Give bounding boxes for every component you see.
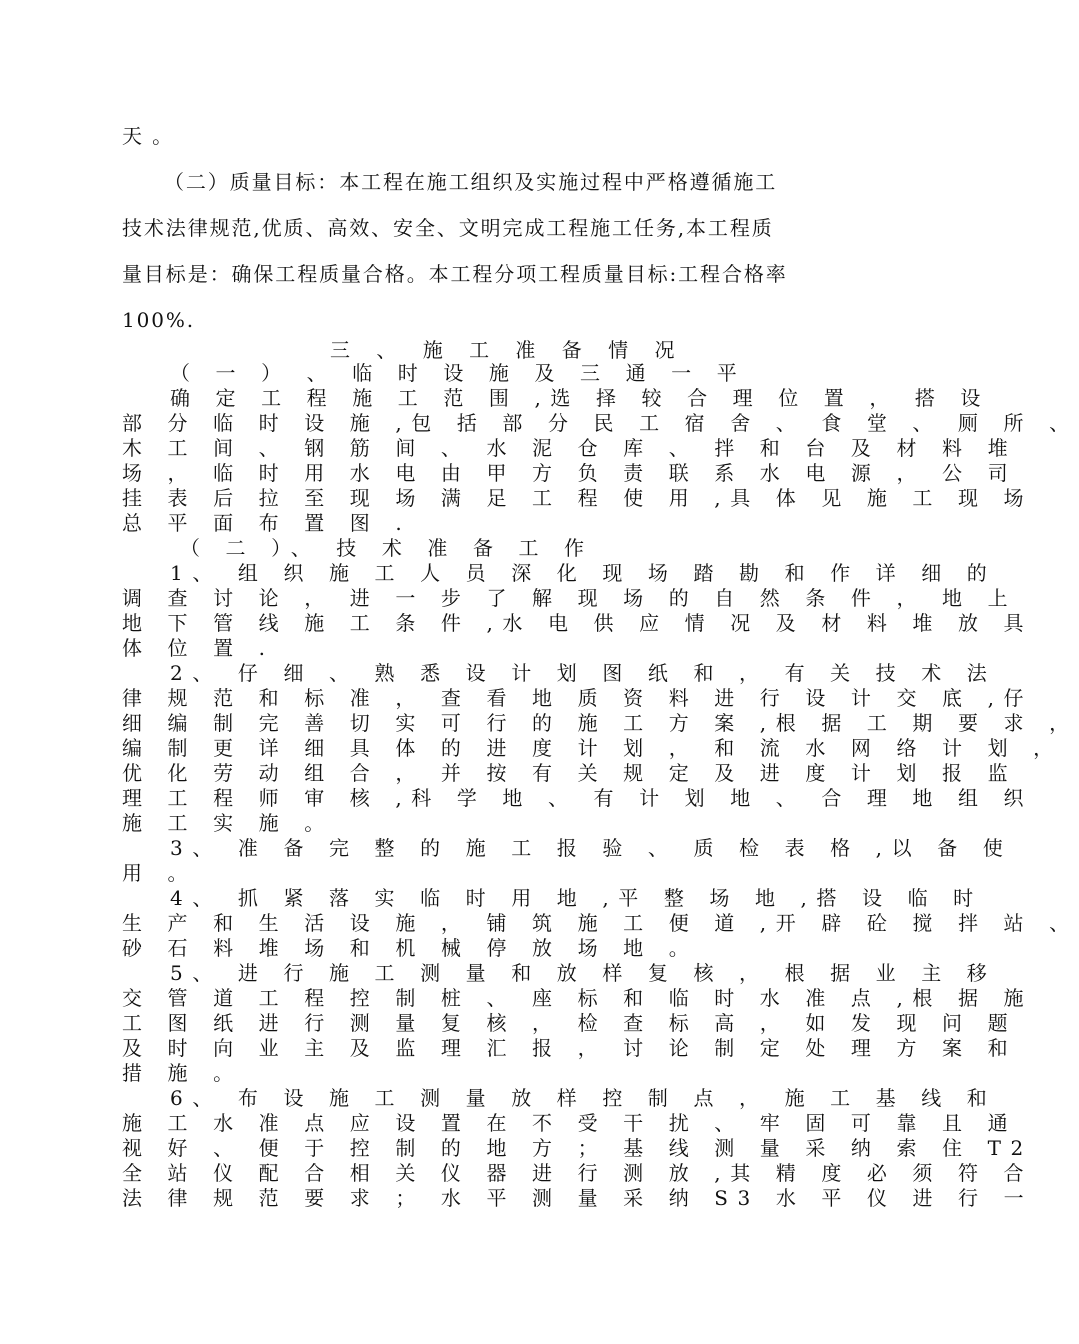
text-line: 全 站 仪 配 合 相 关 仪 器 进 行 测 放 ,其 精 度 必 须 符 合 — [122, 1161, 1034, 1185]
text-line: 场 ， 临 时 用 水 电 由 甲 方 负 责 联 系 水 电 源 ， 公 司 — [122, 461, 1018, 485]
text-line: 调 查 讨 论 ， 进 一 步 了 解 现 场 的 自 然 条 件 ， 地 上 — [122, 586, 1018, 610]
text-line: 理 工 程 师 审 核 ,科 学 地 、 有 计 划 地 、 合 理 地 组 织 — [122, 786, 1034, 810]
text-line: 3、 准 备 完 整 的 施 工 报 验 、 质 检 表 格 ,以 备 使 — [170, 836, 1013, 860]
text-line: 视 好 、 便 于 控 制 的 地 方 ； 基 线 测 量 采 纳 索 住 T2 — [122, 1136, 1033, 1160]
text-line: 法 律 规 范 要 求 ； 水 平 测 量 采 纳 S3 水 平 仪 进 行 一 — [122, 1186, 1034, 1210]
text-line: 体 位 置 . — [122, 636, 275, 660]
text-line: 优 化 劳 动 组 合 ， 并 按 有 关 规 定 及 进 度 计 划 报 监 — [122, 761, 1018, 785]
text-line: 细 编 制 完 善 切 实 可 行 的 施 工 方 案 ,根 据 工 期 要 求 ， — [122, 711, 1079, 735]
text-line: 工 图 纸 进 行 测 量 复 核 ， 检 查 标 高 ， 如 发 现 问 题 — [122, 1011, 1018, 1035]
text-line: 砂 石 料 堆 场 和 机 械 停 放 场 地 。 — [122, 936, 699, 960]
text-line: 用 。 — [122, 861, 198, 885]
text-line: 总 平 面 布 置 图 . — [122, 511, 412, 535]
text-line: 挂 表 后 拉 至 现 场 满 足 工 程 使 用 ,具 体 见 施 工 现 场 — [122, 486, 1034, 510]
text-line: 生 产 和 生 活 设 施 ， 铺 筑 施 工 便 道 ,开 辟 砼 搅 拌 站 、 — [122, 911, 1079, 935]
text-line: 1、 组 织 施 工 人 员 深 化 现 场 踏 勘 和 作 详 细 的 — [170, 561, 997, 585]
text-line: 确 定 工 程 施 工 范 围 ,选 择 较 合 理 位 置 ， 搭 设 — [170, 386, 991, 410]
text-line: 部 分 临 时 设 施 ,包 括 部 分 民 工 宿 舍 、 食 堂 、 厕 所 、 — [122, 411, 1079, 435]
text-line: 施 工 实 施 。 — [122, 811, 334, 835]
text-line: 量目标是：确保工程质量合格。本工程分项工程质量目标:工程合格率 — [122, 262, 788, 286]
text-line: 6、 布 设 施 工 测 量 放 样 控 制 点 ， 施 工 基 线 和 — [170, 1086, 997, 1110]
subsection-title-technical-preparation: （ 二 ）、 技 术 准 备 工 作 — [180, 536, 594, 560]
section-title: 三 、 施 工 准 备 情 况 — [330, 338, 685, 362]
text-line: 编 制 更 详 细 具 体 的 进 度 计 划 ， 和 流 水 网 络 计 划 ， — [122, 736, 1063, 760]
text-line: 及 时 向 业 主 及 监 理 汇 报 ， 讨 论 制 定 处 理 方 案 和 — [122, 1036, 1018, 1060]
text-line: 交 管 道 工 程 控 制 桩 、 座 标 和 临 时 水 准 点 ,根 据 施 — [122, 986, 1034, 1010]
text-line: 2、 仔 细 、 熟 悉 设 计 划 图 纸 和 ， 有 关 技 术 法 — [170, 661, 997, 685]
subsection-title-temporary-facilities: （ 一 ） 、 临 时 设 施 及 三 通 一 平 — [170, 361, 747, 385]
text-line: 5、 进 行 施 工 测 量 和 放 样 复 核 ， 根 据 业 主 移 — [170, 961, 997, 985]
text-line: 施 工 水 准 点 应 设 置 在 不 受 干 扰 、 牢 固 可 靠 且 通 — [122, 1111, 1018, 1135]
text-line: 天 。 — [122, 124, 175, 148]
text-line: （二）质量目标：本工程在施工组织及实施过程中严格遵循施工 — [164, 170, 778, 194]
text-line: 100%. — [122, 308, 196, 332]
text-line: 技术法律规范,优质、高效、安全、文明完成工程施工任务,本工程质 — [122, 216, 774, 240]
text-line: 4、 抓 紧 落 实 临 时 用 地 ,平 整 场 地 ,搭 设 临 时 — [170, 886, 983, 910]
text-line: 律 规 范 和 标 准 ， 查 看 地 质 资 料 进 行 设 计 交 底 ,仔 — [122, 686, 1034, 710]
text-line: 措 施 。 — [122, 1061, 243, 1085]
text-line: 地 下 管 线 施 工 条 件 ,水 电 供 应 情 况 及 材 料 堆 放 具 — [122, 611, 1034, 635]
text-line: 木 工 间 、 钢 筋 间 、 水 泥 仓 库 、 拌 和 台 及 材 料 堆 — [122, 436, 1018, 460]
